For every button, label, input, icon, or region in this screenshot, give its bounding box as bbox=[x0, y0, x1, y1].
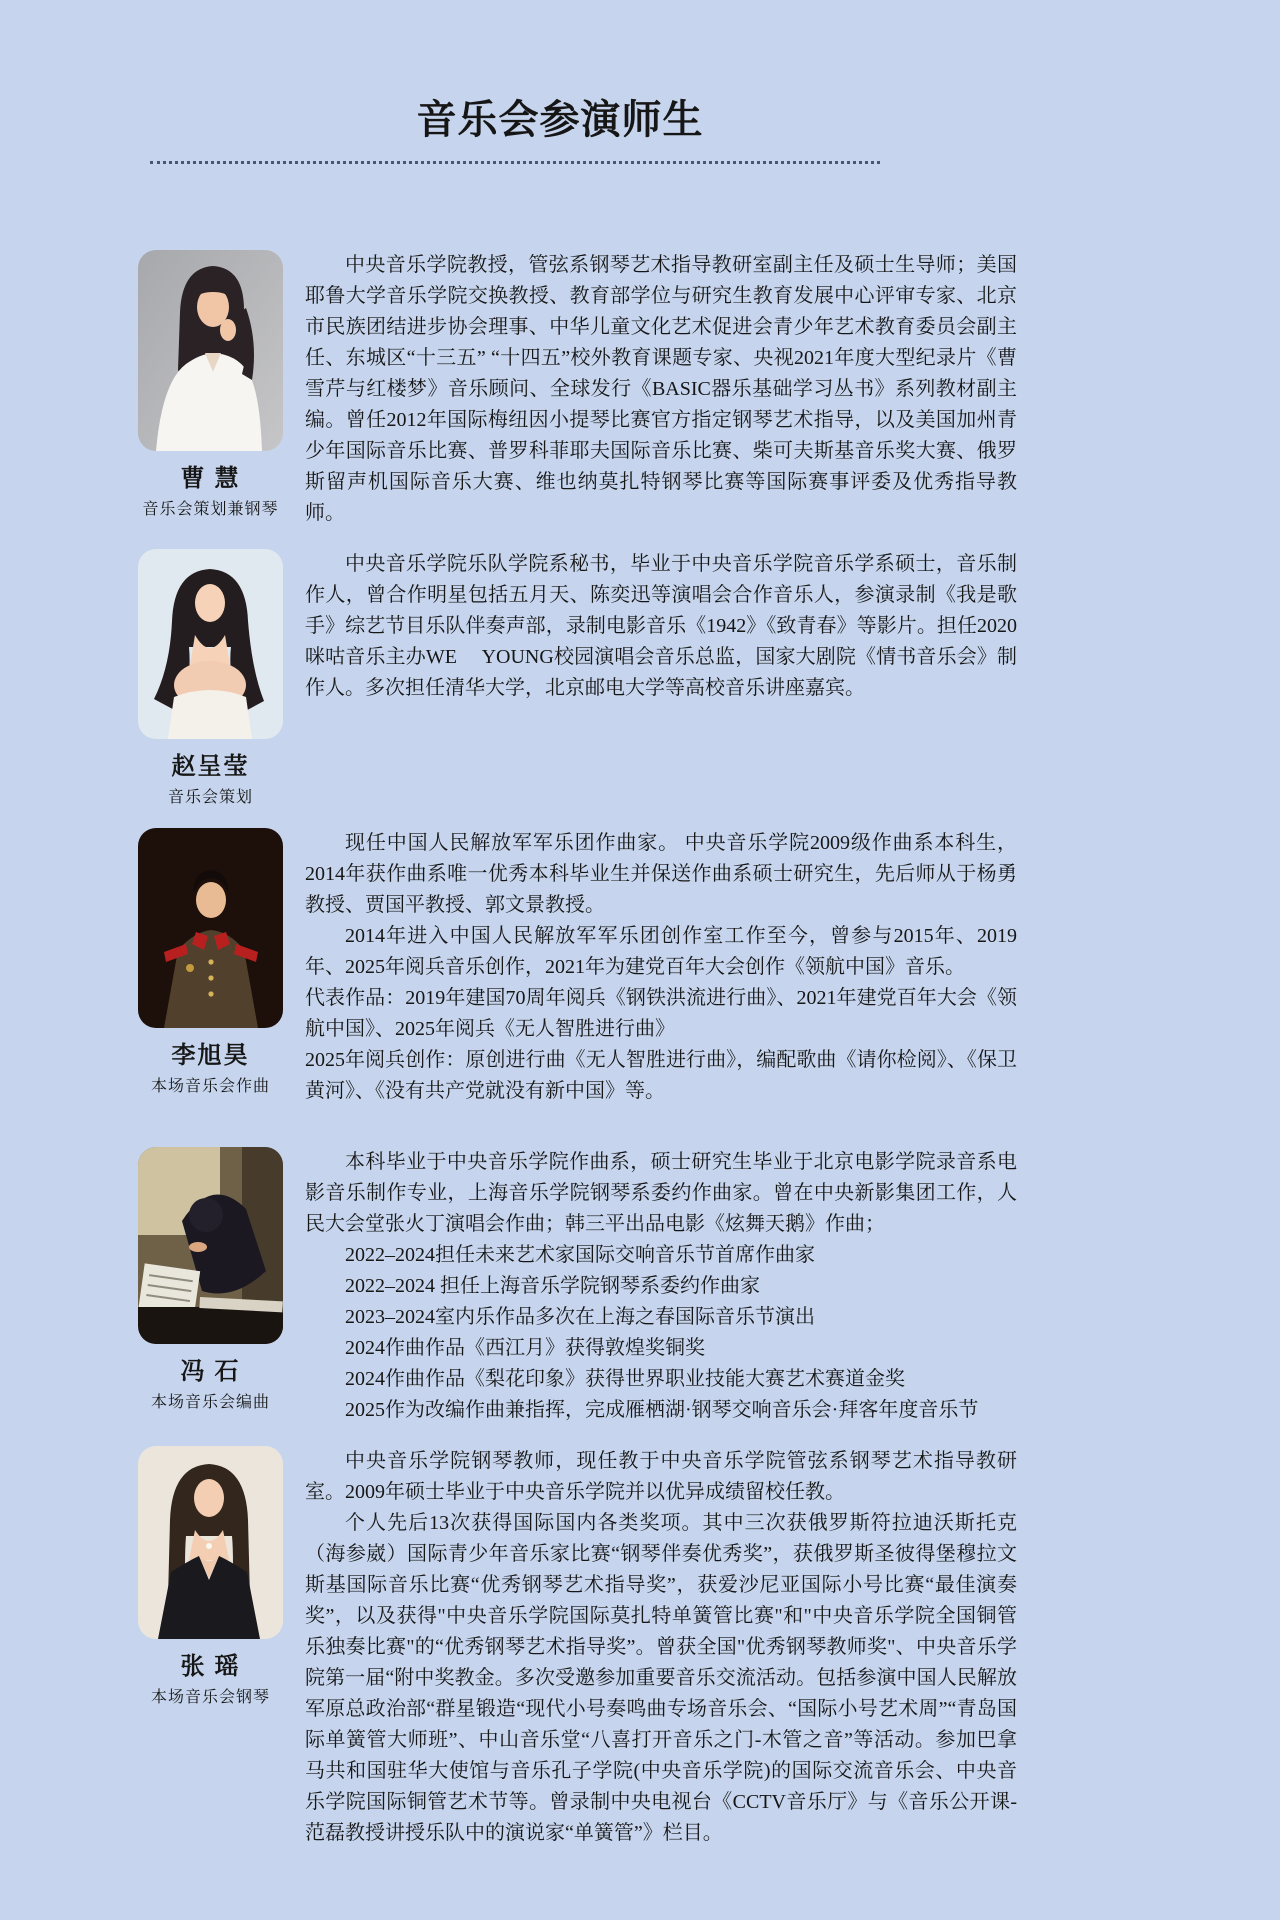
person-section-cao-hui bbox=[138, 250, 1280, 529]
portrait-image-cao-hui bbox=[138, 250, 283, 451]
person-role: 本场音乐会作曲 bbox=[150, 1078, 270, 1095]
person-name: 赵呈莹 bbox=[171, 754, 250, 780]
bio-paragraph: 代表作品：2019年建国70周年阅兵《钢铁洪流进行曲》、2021年建党百年大会《领航中国》、2025年阅兵《无人智胜进行曲》 bbox=[305, 987, 1017, 1040]
profile-column bbox=[138, 828, 283, 1097]
profile-column bbox=[138, 549, 283, 808]
page-title: 音乐会参演师生 bbox=[416, 97, 704, 142]
bio-paragraph: 2014年进入中国人民解放军军乐团创作室工作至今，曾参与2015年、2019年、2025年阅兵音乐创作，2021年为建党百年大会创作《领航中国》音乐。 bbox=[305, 925, 1017, 978]
bio-paragraph: 中央音乐学院乐队学院系秘书，毕业于中央音乐学院音乐学系硕士，音乐制作人，曾合作明星包括五月天、陈奕迅等演唱会合作音乐人，参演录制《我是歌手》综艺节目乐队伴奏声部，录制电影音乐《1942》《致青春》等影片。担任2020咪咕音乐主办WE YOUNG校园演唱会音乐总监，国家大剧院《情书音乐会》制作人。多次担任清华大学，北京邮电大学等高校音乐讲座嘉宾。 bbox=[305, 553, 1017, 699]
person-section-zhang-yao bbox=[138, 1446, 1280, 1849]
portrait-image-zhang-yao bbox=[138, 1446, 283, 1639]
person-role: 音乐会策划 bbox=[167, 789, 253, 806]
profile-column bbox=[138, 250, 283, 520]
portrait-image-li-xuhao bbox=[138, 828, 283, 1028]
photo-feng-shi bbox=[138, 1147, 283, 1344]
bio-paragraph: 个人先后13次获得国际国内各类奖项。其中三次获俄罗斯符拉迪沃斯托克（海参崴）国际青少年音乐家比赛“钢琴伴奏优秀奖”，获俄罗斯圣彼得堡穆拉文斯基国际音乐比赛“优秀钢琴艺术指导奖”，获爱沙尼亚国际小号比赛“最佳演奏奖”，以及获得"中央音乐学院国际莫扎特单簧管比赛"和"中央音乐学院全国铜管乐独奏比赛"的“优秀钢琴艺术指导奖”。曾获全国"优秀钢琴教师奖"、中央音乐学院第一届“附中奖教金。多次受邀参加重要音乐交流活动。包括参演中国人民解放军原总政治部“群星锻造“现代小号奏鸣曲专场音乐会、“国际小号艺术周”“青岛国际单簧管大师班”、中山音乐堂“八喜打开音乐之门-木管之音”等活动。参加巴拿马共和国驻华大使馆与音乐孔子学院(中央音乐学院)的国际交流音乐会、中央音乐学院国际铜管艺术节等。曾录制中央电视台《CCTV音乐厅》与《音乐公开课-范磊教授讲授乐队中的演说家“单簧管”》栏目。 bbox=[305, 1512, 1017, 1844]
photo-zhang-yao bbox=[138, 1446, 283, 1639]
person-section-feng-shi bbox=[138, 1147, 1280, 1426]
photo-cao-hui bbox=[138, 250, 283, 451]
photo-zhao-chengying bbox=[138, 549, 283, 739]
person-name: 冯 石 bbox=[180, 1359, 241, 1385]
person-name: 张 瑶 bbox=[180, 1654, 241, 1680]
bio-paragraph: 现任中国人民解放军军乐团作曲家。 中央音乐学院2009级作曲系本科生，2014年获作曲系唯一优秀本科毕业生并保送作曲系硕士研究生，先后师从于杨勇教授、贾国平教授、郭文景教授。 bbox=[305, 832, 1017, 916]
person-name: 李旭昊 bbox=[171, 1043, 250, 1069]
person-section-zhao-chengying bbox=[138, 549, 1280, 808]
portrait-image-feng-shi bbox=[138, 1147, 283, 1344]
bio-paragraph: 2024作曲作品《西江月》获得敦煌奖铜奖 bbox=[345, 1337, 705, 1359]
person-bio bbox=[305, 549, 1017, 704]
bio-paragraph: 中央音乐学院教授，管弦系钢琴艺术指导教研室副主任及硕士生导师；美国耶鲁大学音乐学院交换教授、教育部学位与研究生教育发展中心评审专家、北京市民族团结进步协会理事、中华儿童文化艺术促进会青少年艺术教育委员会副主任、东城区“十三五” “十四五”校外教育课题专家、央视2021年度大型纪录片《曹雪芹与红楼梦》音乐顾问、全球发行《BASIC器乐基础学习丛书》系列教材副主编。曾任2012年国际梅纽因小提琴比赛官方指定钢琴艺术指导，以及美国加州青少年国际音乐比赛、普罗科菲耶夫国际音乐比赛、柴可夫斯基音乐奖大赛、俄罗斯留声机国际音乐大赛、维也纳莫扎特钢琴比赛等国际赛事评委及优秀指导教师。 bbox=[305, 254, 1017, 524]
bio-paragraph: 2025年阅兵创作：原创进行曲《无人智胜进行曲》，编配歌曲《请你检阅》、《保卫黄河》、《没有共产党就没有新中国》等。 bbox=[305, 1049, 1017, 1102]
person-bio bbox=[305, 828, 1017, 1107]
bio-paragraph: 2022–2024担任未来艺术家国际交响音乐节首席作曲家 bbox=[345, 1244, 815, 1266]
profile-column bbox=[138, 1446, 283, 1708]
bio-paragraph: 中央音乐学院钢琴教师，现任教于中央音乐学院管弦系钢琴艺术指导教研室。2009年硕士毕业于中央音乐学院并以优异成绩留校任教。 bbox=[305, 1450, 1017, 1503]
bio-paragraph: 2022–2024 担任上海音乐学院钢琴系委约作曲家 bbox=[345, 1275, 760, 1297]
person-bio bbox=[305, 250, 1017, 529]
person-bio bbox=[305, 1446, 1017, 1849]
person-name: 曹 慧 bbox=[180, 466, 241, 492]
people-sections bbox=[0, 250, 1280, 1849]
person-bio bbox=[305, 1147, 1017, 1426]
person-section-li-xuhao bbox=[138, 828, 1280, 1107]
bio-paragraph: 2023–2024室内乐作品多次在上海之春国际音乐节演出 bbox=[345, 1306, 815, 1328]
bio-paragraph: 2024作曲作品《梨花印象》获得世界职业技能大赛艺术赛道金奖 bbox=[345, 1368, 905, 1390]
portrait-image-zhao-chengying bbox=[138, 549, 283, 739]
person-role: 本场音乐会编曲 bbox=[150, 1394, 270, 1411]
title-divider bbox=[150, 161, 880, 164]
bio-paragraph: 2025作为改编作曲兼指挥，完成雁栖湖·钢琴交响音乐会·拜客年度音乐节 bbox=[345, 1399, 979, 1421]
photo-li-xuhao bbox=[138, 828, 283, 1028]
person-role: 本场音乐会钢琴 bbox=[150, 1689, 270, 1706]
person-role: 音乐会策划兼钢琴 bbox=[142, 501, 279, 518]
bio-paragraph: 本科毕业于中央音乐学院作曲系，硕士研究生毕业于北京电影学院录音系电影音乐制作专业，上海音乐学院钢琴系委约作曲家。曾在中央新影集团工作，人民大会堂张火丁演唱会作曲；韩三平出品电影《炫舞天鹅》作曲； bbox=[305, 1151, 1017, 1235]
profile-column bbox=[138, 1147, 283, 1413]
